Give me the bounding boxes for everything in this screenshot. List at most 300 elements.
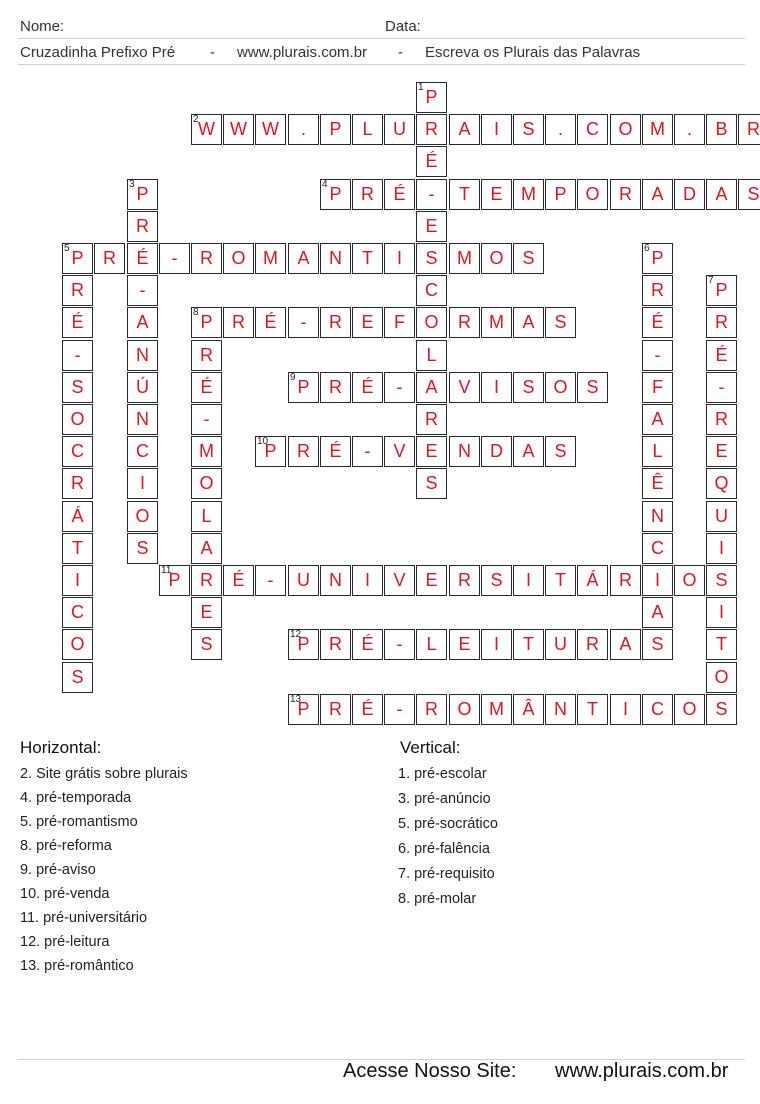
cell-letter: -: [74, 345, 81, 365]
cell-letter: U: [297, 570, 310, 590]
cell-letter: R: [329, 634, 342, 654]
cell-letter: W: [230, 119, 247, 139]
cell-letter: A: [522, 312, 535, 332]
cell-letter: -: [718, 377, 725, 397]
crossword-cell[interactable]: [481, 179, 512, 210]
cell-letter: O: [618, 119, 633, 139]
cell-letter: I: [493, 377, 499, 397]
crossword-cell[interactable]: [481, 436, 512, 467]
crossword-cell[interactable]: [62, 501, 93, 532]
crossword-cell[interactable]: [449, 629, 480, 660]
crossword-cell[interactable]: [706, 533, 737, 564]
cell-letter: M: [263, 248, 278, 268]
cell-letter: I: [622, 699, 628, 719]
cell-letter: E: [458, 634, 471, 654]
crossword-cell[interactable]: [288, 307, 319, 338]
crossword-cell[interactable]: [481, 629, 512, 660]
crossword-cell[interactable]: [191, 114, 222, 145]
crossword-cell[interactable]: [127, 436, 158, 467]
crossword-cell[interactable]: [577, 565, 608, 596]
crossword-cell[interactable]: [481, 243, 512, 274]
cell-letter: S: [522, 119, 535, 139]
crossword-cell[interactable]: [545, 307, 576, 338]
cell-letter: U: [715, 506, 728, 526]
crossword-cell[interactable]: [352, 243, 383, 274]
crossword-cell[interactable]: [62, 404, 93, 435]
crossword-cell[interactable]: [481, 307, 512, 338]
cell-letter: S: [554, 441, 567, 461]
crossword-cell[interactable]: [513, 179, 544, 210]
clue-number: 1: [418, 82, 424, 93]
crossword-cell[interactable]: [513, 243, 544, 274]
cell-letter: V: [458, 377, 471, 397]
crossword-cell[interactable]: [416, 275, 447, 306]
clue-item: 9. pré-aviso: [20, 862, 96, 878]
cell-letter: S: [425, 473, 438, 493]
crossword-cell[interactable]: [416, 436, 447, 467]
crossword-cell[interactable]: [255, 436, 286, 467]
crossword-cell[interactable]: [416, 82, 447, 113]
cell-letter: N: [329, 248, 342, 268]
clue-number: 12: [290, 629, 302, 640]
crossword-cell[interactable]: [62, 468, 93, 499]
crossword-cell[interactable]: [255, 565, 286, 596]
crossword-cell[interactable]: [610, 179, 641, 210]
clue-number: 7: [708, 275, 714, 286]
crossword-cell[interactable]: [320, 114, 351, 145]
crossword-cell[interactable]: [642, 404, 673, 435]
cell-letter: P: [329, 184, 342, 204]
cell-letter: I: [364, 570, 370, 590]
crossword-cell[interactable]: [384, 694, 415, 725]
crossword-cell[interactable]: [94, 243, 125, 274]
crossword-cell[interactable]: [191, 404, 222, 435]
crossword-cell[interactable]: [545, 694, 576, 725]
cell-letter: N: [136, 409, 149, 429]
crossword-cell[interactable]: [706, 436, 737, 467]
cell-letter: É: [329, 441, 342, 461]
crossword-cell[interactable]: [416, 179, 447, 210]
cell-letter: O: [231, 248, 246, 268]
crossword-cell[interactable]: [577, 629, 608, 660]
cell-letter: -: [139, 280, 146, 300]
crossword-cell[interactable]: [320, 243, 351, 274]
cell-letter: C: [651, 699, 664, 719]
crossword-cell[interactable]: [449, 114, 480, 145]
crossword-cell[interactable]: [384, 372, 415, 403]
crossword-cell[interactable]: [481, 372, 512, 403]
cell-letter: P: [297, 634, 310, 654]
crossword-cell[interactable]: [384, 307, 415, 338]
cell-letter: L: [201, 506, 212, 526]
crossword-cell[interactable]: [674, 565, 705, 596]
crossword-cell[interactable]: [159, 243, 190, 274]
crossword-cell[interactable]: [706, 694, 737, 725]
crossword-cell[interactable]: [384, 114, 415, 145]
crossword-cell[interactable]: [191, 629, 222, 660]
crossword-cell[interactable]: [513, 436, 544, 467]
crossword-cell[interactable]: [449, 243, 480, 274]
clue-item: 12. pré-leitura: [20, 934, 110, 950]
clue-item: 8. pré-molar: [398, 891, 477, 907]
crossword-cell[interactable]: [384, 436, 415, 467]
cell-letter: É: [200, 377, 213, 397]
clue-item: 5. pré-romantismo: [20, 814, 138, 830]
cell-letter: I: [74, 570, 80, 590]
crossword-cell[interactable]: [449, 694, 480, 725]
cell-letter: R: [232, 312, 245, 332]
crossword-cell[interactable]: [577, 694, 608, 725]
cell-letter: T: [523, 634, 534, 654]
cell-letter: -: [654, 345, 661, 365]
crossword-cell[interactable]: [642, 179, 673, 210]
clue-item: 11. pré-universitário: [20, 910, 148, 926]
cell-letter: E: [425, 216, 438, 236]
crossword-cell[interactable]: [191, 307, 222, 338]
crossword-cell[interactable]: [545, 372, 576, 403]
crossword-cell[interactable]: [127, 404, 158, 435]
crossword-cell[interactable]: [577, 179, 608, 210]
crossword-cell[interactable]: [706, 404, 737, 435]
cell-letter: E: [715, 441, 728, 461]
clue-item: 1. pré-escolar: [398, 766, 487, 782]
crossword-cell[interactable]: [706, 372, 737, 403]
crossword-cell[interactable]: [674, 114, 705, 145]
crossword-cell[interactable]: [706, 307, 737, 338]
crossword-cell[interactable]: [320, 307, 351, 338]
clue-number: 9: [290, 372, 296, 383]
cell-letter: É: [393, 184, 406, 204]
crossword-cell[interactable]: [191, 372, 222, 403]
crossword-cell[interactable]: [384, 243, 415, 274]
crossword-cell[interactable]: [416, 404, 447, 435]
crossword-cell[interactable]: [62, 372, 93, 403]
cell-letter: S: [651, 634, 664, 654]
crossword-cell[interactable]: [255, 114, 286, 145]
crossword-cell[interactable]: [352, 694, 383, 725]
crossword-cell[interactable]: [545, 114, 576, 145]
crossword-cell[interactable]: [288, 436, 319, 467]
clue-item: 13. pré-romântico: [20, 958, 134, 974]
cell-letter: I: [493, 634, 499, 654]
crossword-cell[interactable]: [191, 597, 222, 628]
crossword-cell[interactable]: [513, 372, 544, 403]
cell-letter: R: [425, 699, 438, 719]
crossword-cell[interactable]: [706, 597, 737, 628]
crossword-cell[interactable]: [449, 565, 480, 596]
crossword-cell[interactable]: [62, 662, 93, 693]
crossword-cell[interactable]: [352, 114, 383, 145]
crossword-cell[interactable]: [545, 179, 576, 210]
crossword-cell[interactable]: [706, 340, 737, 371]
crossword-cell[interactable]: [642, 501, 673, 532]
crossword-cell[interactable]: [577, 372, 608, 403]
cell-letter: É: [71, 312, 84, 332]
crossword-cell[interactable]: [513, 565, 544, 596]
crossword-cell[interactable]: [642, 533, 673, 564]
cell-letter: -: [203, 409, 210, 429]
crossword-cell[interactable]: [320, 629, 351, 660]
cell-letter: A: [715, 184, 728, 204]
crossword-cell[interactable]: [320, 372, 351, 403]
crossword-cell[interactable]: [352, 179, 383, 210]
crossword-cell[interactable]: [288, 694, 319, 725]
cell-letter: N: [329, 570, 342, 590]
cell-letter: T: [555, 570, 566, 590]
cell-letter: É: [715, 345, 728, 365]
crossword-cell[interactable]: [706, 629, 737, 660]
crossword-cell[interactable]: [416, 243, 447, 274]
cell-letter: N: [554, 699, 567, 719]
crossword-cell[interactable]: [449, 436, 480, 467]
crossword-cell[interactable]: [320, 694, 351, 725]
crossword-cell[interactable]: [642, 694, 673, 725]
crossword-cell[interactable]: [127, 307, 158, 338]
vertical-clue-list: [398, 762, 498, 912]
cell-letter: C: [71, 602, 84, 622]
crossword-cell[interactable]: [127, 468, 158, 499]
cell-letter: R: [200, 345, 213, 365]
cell-letter: W: [198, 119, 215, 139]
crossword-cell[interactable]: [127, 179, 158, 210]
crossword-cell[interactable]: [127, 372, 158, 403]
crossword-cell[interactable]: [320, 565, 351, 596]
crossword-cell[interactable]: [159, 565, 190, 596]
crossword-cell[interactable]: [288, 372, 319, 403]
crossword-cell[interactable]: [62, 243, 93, 274]
clue-number: 8: [193, 307, 199, 318]
crossword-cell[interactable]: [416, 372, 447, 403]
crossword-cell[interactable]: [642, 114, 673, 145]
crossword-cell[interactable]: [191, 468, 222, 499]
crossword-cell[interactable]: [191, 340, 222, 371]
cell-letter: R: [651, 280, 664, 300]
crossword-cell[interactable]: [706, 114, 737, 145]
cell-letter: A: [425, 377, 438, 397]
crossword-cell[interactable]: [62, 275, 93, 306]
crossword-cell[interactable]: [674, 694, 705, 725]
cell-letter: O: [585, 184, 600, 204]
crossword-cell[interactable]: [738, 179, 760, 210]
crossword-cell[interactable]: [642, 597, 673, 628]
footer-label: Acesse Nosso Site:: [343, 1060, 517, 1082]
crossword-cell[interactable]: [320, 179, 351, 210]
cell-letter: C: [136, 441, 149, 461]
crossword-cell[interactable]: [127, 533, 158, 564]
crossword-cell[interactable]: [449, 372, 480, 403]
crossword-cell[interactable]: [352, 307, 383, 338]
crossword-cell[interactable]: [642, 468, 673, 499]
crossword-cell[interactable]: [62, 340, 93, 371]
clue-item: 10. pré-venda: [20, 886, 110, 902]
cell-letter: S: [200, 634, 213, 654]
crossword-cell[interactable]: [288, 629, 319, 660]
crossword-cell[interactable]: [62, 597, 93, 628]
crossword-cell[interactable]: [223, 307, 254, 338]
crossword-cell[interactable]: [352, 565, 383, 596]
crossword-cell[interactable]: [416, 211, 447, 242]
crossword-cell[interactable]: [352, 629, 383, 660]
crossword-cell[interactable]: [642, 565, 673, 596]
cell-letter: P: [425, 87, 438, 107]
crossword-cell[interactable]: [706, 662, 737, 693]
crossword-cell[interactable]: [255, 243, 286, 274]
crossword-cell[interactable]: [738, 114, 760, 145]
cell-letter: É: [361, 699, 374, 719]
crossword-cell[interactable]: [642, 372, 673, 403]
crossword-cell[interactable]: [610, 629, 641, 660]
cell-letter: S: [71, 667, 84, 687]
crossword-cell[interactable]: [191, 533, 222, 564]
crossword-cell[interactable]: [545, 436, 576, 467]
crossword-cell[interactable]: [352, 372, 383, 403]
cell-letter: C: [71, 441, 84, 461]
crossword-cell[interactable]: [288, 565, 319, 596]
crossword-cell[interactable]: [62, 307, 93, 338]
crossword-cell[interactable]: [191, 243, 222, 274]
crossword-cell[interactable]: [384, 629, 415, 660]
crossword-cell[interactable]: [255, 307, 286, 338]
crossword-cell[interactable]: [384, 179, 415, 210]
clue-number: 6: [644, 243, 650, 254]
cell-letter: R: [329, 699, 342, 719]
cell-letter: O: [135, 506, 150, 526]
crossword-cell[interactable]: [642, 629, 673, 660]
cell-letter: I: [654, 570, 660, 590]
crossword-cell[interactable]: [449, 307, 480, 338]
crossword-cell[interactable]: [127, 501, 158, 532]
cell-letter: A: [651, 184, 664, 204]
cell-letter: R: [619, 570, 632, 590]
crossword-cell[interactable]: [642, 275, 673, 306]
cell-letter: S: [136, 538, 149, 558]
cell-letter: A: [136, 312, 149, 332]
cell-letter: L: [426, 634, 437, 654]
crossword-cell[interactable]: [674, 179, 705, 210]
crossword-cell[interactable]: [513, 629, 544, 660]
crossword-cell[interactable]: [223, 114, 254, 145]
cell-letter: P: [297, 699, 310, 719]
cell-letter: Ê: [651, 473, 664, 493]
crossword-cell[interactable]: [127, 340, 158, 371]
crossword-cell[interactable]: [610, 694, 641, 725]
crossword-cell[interactable]: [545, 565, 576, 596]
cell-letter: O: [714, 667, 729, 687]
crossword-cell[interactable]: [481, 114, 512, 145]
cell-letter: R: [200, 248, 213, 268]
crossword-cell[interactable]: [642, 436, 673, 467]
crossword-cell[interactable]: [191, 436, 222, 467]
cell-letter: -: [396, 377, 403, 397]
footer-site-link[interactable]: www.plurais.com.br: [555, 1060, 729, 1082]
cell-letter: I: [139, 473, 145, 493]
cell-letter: I: [493, 119, 499, 139]
cell-letter: A: [651, 409, 664, 429]
cell-letter: F: [652, 377, 663, 397]
cell-letter: R: [458, 312, 471, 332]
clue-number: 3: [129, 179, 135, 190]
crossword-cell[interactable]: [416, 146, 447, 177]
cell-letter: O: [682, 699, 697, 719]
crossword-cell[interactable]: [62, 436, 93, 467]
vertical-clues-title: Vertical:: [400, 738, 461, 757]
cell-letter: R: [329, 377, 342, 397]
crossword-cell[interactable]: [62, 533, 93, 564]
crossword-cell[interactable]: [223, 243, 254, 274]
crossword-cell[interactable]: [545, 629, 576, 660]
cell-letter: A: [200, 538, 213, 558]
crossword-cell[interactable]: [513, 694, 544, 725]
cell-letter: T: [587, 699, 598, 719]
cell-letter: P: [651, 248, 664, 268]
cell-letter: A: [619, 634, 632, 654]
crossword-cell[interactable]: [449, 179, 480, 210]
crossword-cell[interactable]: [706, 179, 737, 210]
crossword-cell[interactable]: [706, 468, 737, 499]
crossword-cell[interactable]: [706, 565, 737, 596]
crossword-cell[interactable]: [642, 340, 673, 371]
clue-number: 5: [64, 243, 70, 254]
name-label: Nome:: [20, 18, 65, 35]
cell-letter: O: [682, 570, 697, 590]
crossword-cell[interactable]: [416, 307, 447, 338]
crossword-cell[interactable]: [481, 694, 512, 725]
crossword-cell[interactable]: [642, 307, 673, 338]
crossword-cell[interactable]: [288, 243, 319, 274]
cell-letter: É: [651, 312, 664, 332]
crossword-cell[interactable]: [642, 243, 673, 274]
cell-letter: Á: [71, 506, 84, 526]
cell-letter: R: [71, 280, 84, 300]
cell-letter: É: [425, 151, 438, 171]
cell-letter: D: [490, 441, 503, 461]
cell-letter: S: [425, 248, 438, 268]
cell-letter: O: [70, 634, 85, 654]
cell-letter: P: [200, 312, 213, 332]
crossword-cell[interactable]: [320, 436, 351, 467]
crossword-cell[interactable]: [481, 565, 512, 596]
cell-letter: R: [361, 184, 374, 204]
crossword-cell[interactable]: [127, 275, 158, 306]
crossword-cell[interactable]: [223, 565, 254, 596]
cell-letter: Ú: [136, 377, 149, 397]
crossword-cell[interactable]: [706, 501, 737, 532]
crossword-cell[interactable]: [610, 114, 641, 145]
crossword-cell[interactable]: [62, 629, 93, 660]
crossword-cell[interactable]: [513, 307, 544, 338]
crossword-cell[interactable]: [513, 114, 544, 145]
crossword-cell[interactable]: [416, 114, 447, 145]
crossword-cell[interactable]: [416, 565, 447, 596]
clue-number: 10: [257, 436, 269, 447]
crossword-cell[interactable]: [706, 275, 737, 306]
crossword-cell[interactable]: [127, 243, 158, 274]
crossword-cell[interactable]: [191, 501, 222, 532]
crossword-cell[interactable]: [384, 565, 415, 596]
crossword-cell[interactable]: [191, 565, 222, 596]
crossword-cell[interactable]: [610, 565, 641, 596]
crossword-cell[interactable]: [416, 629, 447, 660]
crossword-cell[interactable]: [352, 436, 383, 467]
crossword-cell[interactable]: [288, 114, 319, 145]
crossword-cell[interactable]: [416, 694, 447, 725]
crossword-cell[interactable]: [416, 468, 447, 499]
crossword-cell[interactable]: [416, 340, 447, 371]
crossword-cell[interactable]: [577, 114, 608, 145]
cell-letter: T: [362, 248, 373, 268]
crossword-cell[interactable]: [127, 211, 158, 242]
crossword-cell[interactable]: [62, 565, 93, 596]
